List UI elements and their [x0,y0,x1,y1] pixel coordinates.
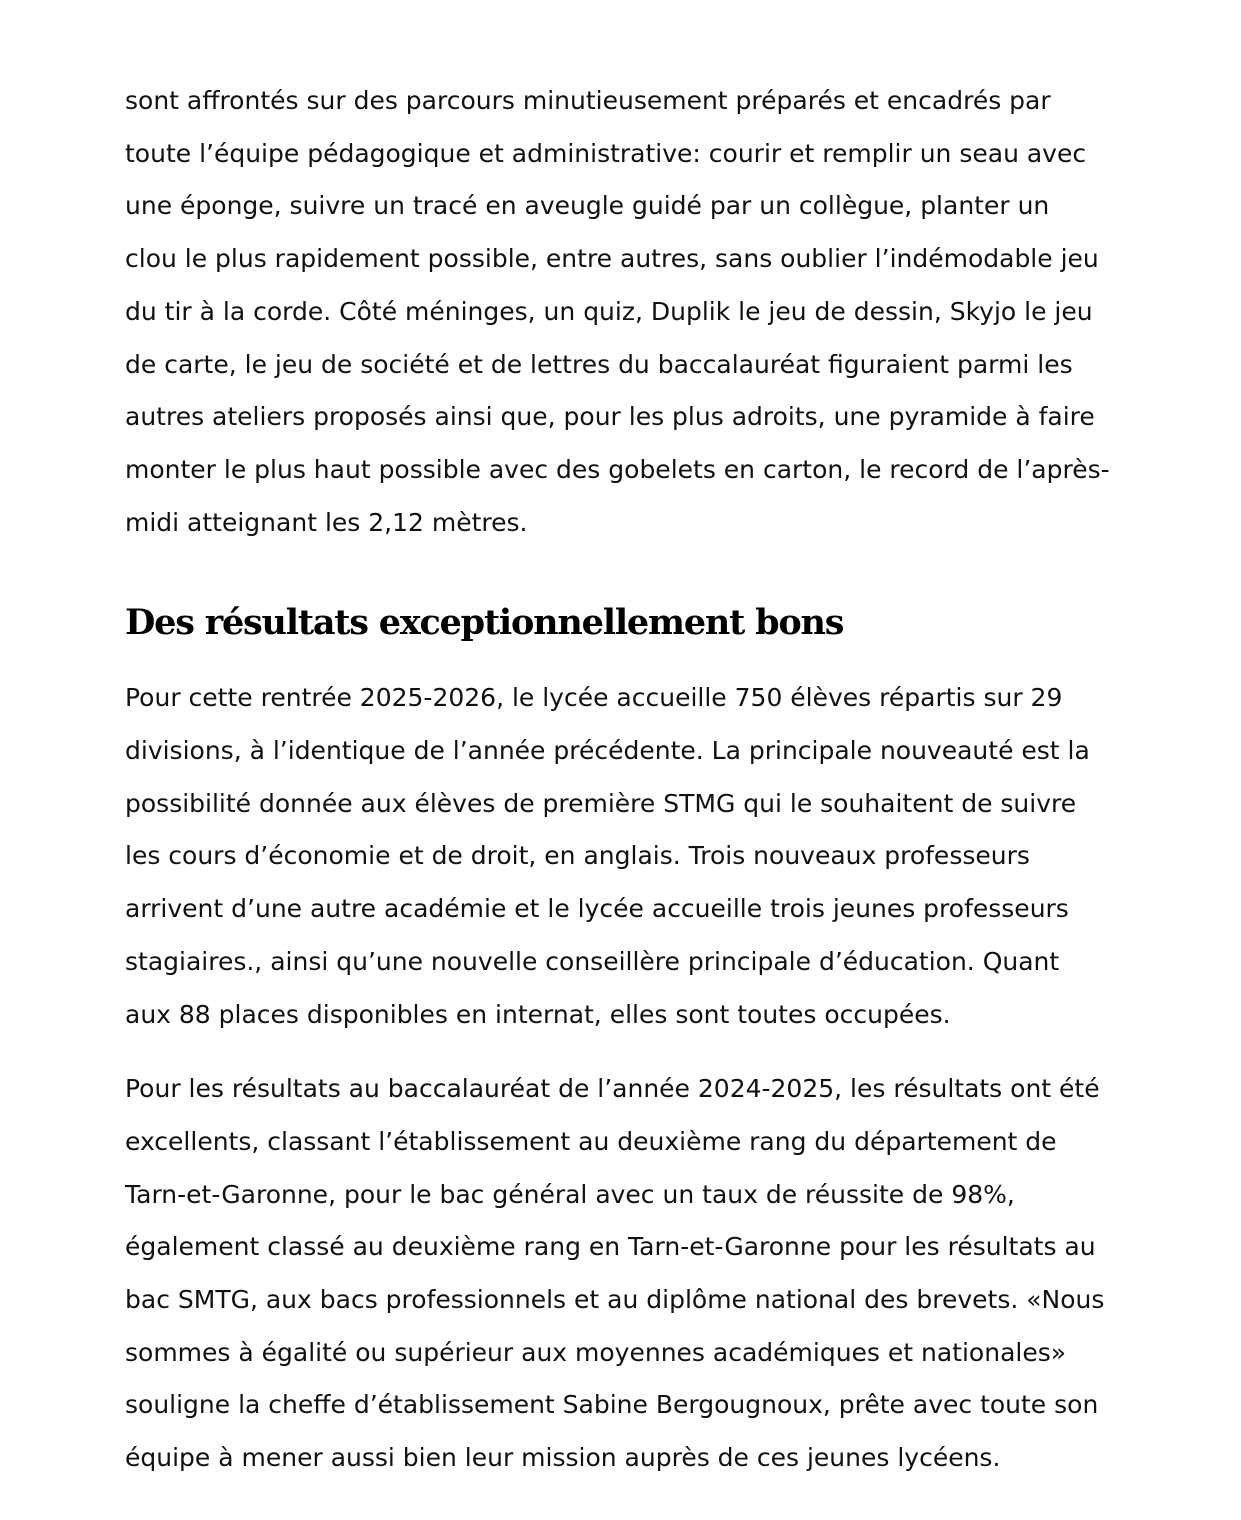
paragraph-line: divisions, à l’identique de l’année précédente. La principale nouveauté est la [125,736,1090,766]
paragraph-line: équipe à mener aussi bien leur mission auprès de ces jeunes lycéens. [125,1443,1001,1473]
paragraph-line: Tarn-et-Garonne, pour le bac général avec un taux de réussite de 98%, [125,1179,1015,1209]
section-heading: Des résultats exceptionnellement bons [125,602,844,644]
paragraph-line: clou le plus rapidement possible, entre autres, sans oublier l’indémodable jeu [125,244,1099,274]
paragraph-line: autres ateliers proposés ainsi que, pour les plus adroits, une pyramide à faire [125,402,1095,432]
paragraph-line: Pour les résultats au baccalauréat de l’année 2024-2025, les résultats ont été [125,1074,1100,1104]
paragraph-line: bac SMTG, aux bacs professionnels et au diplôme national des brevets. «Nous [125,1285,1105,1315]
paragraph-line: aux 88 places disponibles en internat, elles sont toutes occupées. [125,999,951,1029]
paragraph-line: de carte, le jeu de société et de lettres du baccalauréat figuraient parmi les [125,349,1073,379]
paragraph-line: possibilité donnée aux élèves de première STMG qui le souhaitent de suivre [125,788,1077,818]
paragraph-line: midi atteignant les 2,12 mètres. [125,507,528,537]
paragraph-line: également classé au deuxième rang en Tarn-et-Garonne pour les résultats au [125,1232,1096,1262]
paragraph-line: Pour cette rentrée 2025-2026, le lycée accueille 750 élèves répartis sur 29 [125,683,1063,713]
rentree-paragraph [125,672,1120,1041]
paragraph-line: toute l’équipe pédagogique et administrative: courir et remplir un seau avec [125,138,1087,168]
paragraph-line: sommes à égalité ou supérieur aux moyennes académiques et nationales» [125,1337,1067,1367]
paragraph-line: stagiaires., ainsi qu’une nouvelle conseillère principale d’éducation. Quant [125,946,1060,976]
article-body [125,75,1120,1485]
paragraph-line: excellents, classant l’établissement au deuxième rang du département de [125,1126,1057,1156]
paragraph-line: les cours d’économie et de droit, en anglais. Trois nouveaux professeurs [125,841,1030,871]
paragraph-line: une éponge, suivre un tracé en aveugle guidé par un collègue, planter un [125,191,1050,221]
intro-paragraph [125,75,1120,549]
paragraph-line: monter le plus haut possible avec des gobelets en carton, le record de l’après- [125,454,1110,484]
paragraph-line: sont affrontés sur des parcours minutieusement préparés et encadrés par [125,86,1051,115]
resultats-paragraph [125,1063,1120,1485]
paragraph-line: arrivent d’une autre académie et le lycée accueille trois jeunes professeurs [125,894,1069,924]
paragraph-line: souligne la cheffe d’établissement Sabine Bergougnoux, prête avec toute son [125,1390,1099,1420]
paragraph-line: du tir à la corde. Côté méninges, un quiz, Duplik le jeu de dessin, Skyjo le jeu [125,296,1093,326]
